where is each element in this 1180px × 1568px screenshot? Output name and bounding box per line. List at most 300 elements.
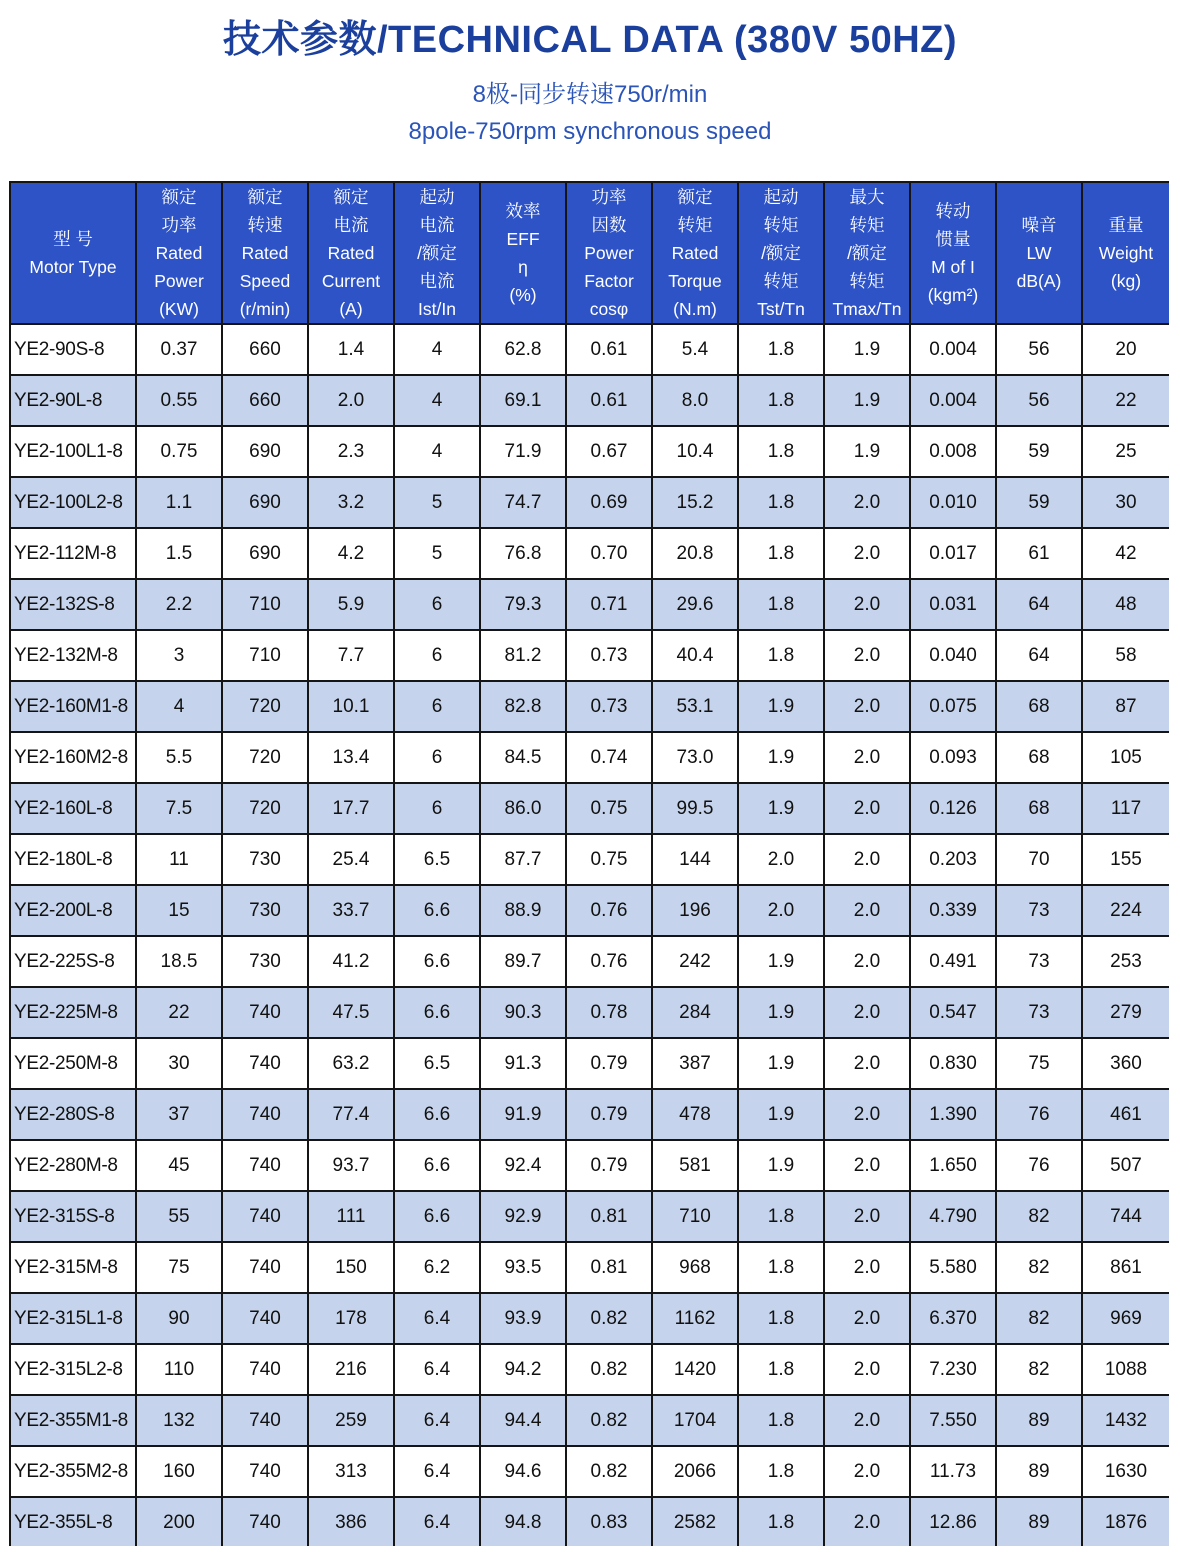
table-cell: 0.55 [136, 375, 222, 426]
table-cell: 1.8 [738, 1344, 824, 1395]
motor-type-cell: YE2-315L2-8 [10, 1344, 136, 1395]
column-header-line: (kg) [1110, 271, 1142, 291]
column-header [910, 182, 996, 324]
table-cell: 76.8 [480, 528, 566, 579]
column-header-line: Factor [584, 271, 634, 291]
table-cell: 1.9 [738, 732, 824, 783]
column-header [222, 182, 308, 324]
table-cell: 1630 [1082, 1446, 1169, 1497]
table-row [10, 1446, 1169, 1497]
table-cell: 0.37 [136, 324, 222, 375]
table-cell: 6 [394, 681, 480, 732]
table-cell: 0.73 [566, 630, 652, 681]
column-header-line: cosφ [589, 299, 629, 319]
motor-type-cell: YE2-315S-8 [10, 1191, 136, 1242]
table-cell: 0.75 [566, 783, 652, 834]
table-cell: 4 [394, 426, 480, 477]
table-cell: 1.8 [738, 1497, 824, 1546]
table-cell: 0.79 [566, 1140, 652, 1191]
table-cell: 2066 [652, 1446, 738, 1497]
table-cell: 386 [308, 1497, 394, 1546]
table-cell: 6 [394, 783, 480, 834]
table-cell: 0.031 [910, 579, 996, 630]
table-cell: 25 [1082, 426, 1169, 477]
table-cell: 581 [652, 1140, 738, 1191]
table-cell: 1.9 [738, 987, 824, 1038]
column-header [308, 182, 394, 324]
motor-type-cell: YE2-112M-8 [10, 528, 136, 579]
table-cell: 1.390 [910, 1089, 996, 1140]
column-header-line: 转矩 [763, 215, 799, 235]
table-cell: 2.0 [824, 477, 910, 528]
table-cell: 1.650 [910, 1140, 996, 1191]
table-cell: 1420 [652, 1344, 738, 1395]
table-cell: 110 [136, 1344, 222, 1395]
table-cell: 94.6 [480, 1446, 566, 1497]
column-header-line: 电流 [419, 271, 455, 291]
table-cell: 740 [222, 1038, 308, 1089]
table-cell: 0.76 [566, 885, 652, 936]
motor-type-cell: YE2-160M1-8 [10, 681, 136, 732]
table-cell: 86.0 [480, 783, 566, 834]
table-row [10, 528, 1169, 579]
table-cell: 10.1 [308, 681, 394, 732]
table-cell: 70 [996, 834, 1082, 885]
column-header [824, 182, 910, 324]
table-cell: 81.2 [480, 630, 566, 681]
table-cell: 150 [308, 1242, 394, 1293]
motor-type-cell: YE2-315L1-8 [10, 1293, 136, 1344]
motor-type-cell: YE2-132M-8 [10, 630, 136, 681]
table-cell: 710 [222, 579, 308, 630]
table-cell: 0.70 [566, 528, 652, 579]
table-cell: 17.7 [308, 783, 394, 834]
column-header [996, 182, 1082, 324]
column-header-line: dB(A) [1016, 271, 1062, 291]
table-cell: 2.0 [308, 375, 394, 426]
column-header-line: Rated [327, 243, 375, 263]
technical-data-table [9, 181, 1169, 1546]
table-row [10, 1344, 1169, 1395]
table-cell: 94.2 [480, 1344, 566, 1395]
column-header-line: Tmax/Tn [832, 299, 902, 319]
table-cell: 53.1 [652, 681, 738, 732]
table-cell: 2.0 [824, 1140, 910, 1191]
table-cell: 0.093 [910, 732, 996, 783]
table-cell: 1.9 [824, 375, 910, 426]
column-header [136, 182, 222, 324]
table-cell: 10.4 [652, 426, 738, 477]
table-cell: 478 [652, 1089, 738, 1140]
column-header-line: 额定 [161, 187, 197, 207]
table-cell: 73 [996, 936, 1082, 987]
table-cell: 91.3 [480, 1038, 566, 1089]
table-cell: 2.0 [824, 1344, 910, 1395]
table-cell: 2.0 [824, 528, 910, 579]
motor-type-cell: YE2-100L2-8 [10, 477, 136, 528]
column-header-line: 因数 [591, 215, 627, 235]
table-cell: 18.5 [136, 936, 222, 987]
table-cell: 6.2 [394, 1242, 480, 1293]
table-cell: 82 [996, 1191, 1082, 1242]
table-cell: 93.9 [480, 1293, 566, 1344]
table-cell: 73 [996, 885, 1082, 936]
motor-type-cell: YE2-280M-8 [10, 1140, 136, 1191]
table-cell: 1.8 [738, 579, 824, 630]
table-cell: 690 [222, 477, 308, 528]
motor-type-cell: YE2-160M2-8 [10, 732, 136, 783]
table-row [10, 936, 1169, 987]
column-header-line: 转矩 [677, 215, 713, 235]
table-cell: 6.6 [394, 1140, 480, 1191]
table-cell: 1.8 [738, 1446, 824, 1497]
table-cell: 259 [308, 1395, 394, 1446]
table-cell: 94.4 [480, 1395, 566, 1446]
table-cell: 15 [136, 885, 222, 936]
table-cell: 1.9 [738, 681, 824, 732]
table-cell: 6.4 [394, 1293, 480, 1344]
table-cell: 6.370 [910, 1293, 996, 1344]
table-cell: 2.0 [824, 936, 910, 987]
table-cell: 0.78 [566, 987, 652, 1038]
table-cell: 6.4 [394, 1497, 480, 1546]
table-cell: 6.4 [394, 1446, 480, 1497]
table-cell: 2.0 [824, 1191, 910, 1242]
table-cell: 73 [996, 987, 1082, 1038]
column-header-line: 惯量 [935, 229, 971, 249]
table-cell: 12.86 [910, 1497, 996, 1546]
table-cell: 93.5 [480, 1242, 566, 1293]
motor-type-cell: YE2-132S-8 [10, 579, 136, 630]
table-cell: 2.0 [824, 885, 910, 936]
table-cell: 2.0 [824, 1038, 910, 1089]
column-header-line: LW [1026, 243, 1052, 263]
table-cell: 93.7 [308, 1140, 394, 1191]
column-header-line: Tst/Tn [757, 299, 805, 319]
table-cell: 1.8 [738, 1191, 824, 1242]
table-cell: 360 [1082, 1038, 1169, 1089]
column-header-line: (kgm²) [927, 285, 979, 305]
table-cell: 2.0 [824, 732, 910, 783]
table-cell: 62.8 [480, 324, 566, 375]
table-cell: 2.0 [824, 1497, 910, 1546]
table-cell: 0.126 [910, 783, 996, 834]
table-cell: 11 [136, 834, 222, 885]
table-cell: 0.203 [910, 834, 996, 885]
table-cell: 82 [996, 1242, 1082, 1293]
motor-type-cell: YE2-225M-8 [10, 987, 136, 1038]
table-cell: 4.790 [910, 1191, 996, 1242]
table-cell: 5 [394, 477, 480, 528]
column-header-line: Rated [671, 243, 719, 263]
table-cell: 30 [136, 1038, 222, 1089]
table-row [10, 885, 1169, 936]
column-header-line: 转动 [935, 201, 971, 221]
table-cell: 0.491 [910, 936, 996, 987]
table-cell: 690 [222, 426, 308, 477]
table-cell: 1.9 [738, 1089, 824, 1140]
table-cell: 58 [1082, 630, 1169, 681]
column-header-line: Rated [241, 243, 289, 263]
table-row [10, 732, 1169, 783]
table-cell: 94.8 [480, 1497, 566, 1546]
table-cell: 968 [652, 1242, 738, 1293]
table-cell: 75 [996, 1038, 1082, 1089]
motor-type-cell: YE2-90L-8 [10, 375, 136, 426]
table-cell: 0.83 [566, 1497, 652, 1546]
table-cell: 0.79 [566, 1038, 652, 1089]
table-cell: 111 [308, 1191, 394, 1242]
table-header-row [10, 182, 1169, 324]
table-cell: 87.7 [480, 834, 566, 885]
table-cell: 0.547 [910, 987, 996, 1038]
table-body [10, 324, 1169, 1546]
table-cell: 56 [996, 375, 1082, 426]
motor-type-cell: YE2-160L-8 [10, 783, 136, 834]
column-header-line: 功率 [591, 187, 627, 207]
table-cell: 0.61 [566, 324, 652, 375]
table-cell: 710 [652, 1191, 738, 1242]
table-cell: 7.5 [136, 783, 222, 834]
table-cell: 1.1 [136, 477, 222, 528]
column-header-line: (N.m) [673, 299, 717, 319]
table-cell: 11.73 [910, 1446, 996, 1497]
table-cell: 6.6 [394, 936, 480, 987]
table-cell: 89 [996, 1446, 1082, 1497]
table-cell: 90.3 [480, 987, 566, 1038]
column-header-line: Torque [668, 271, 722, 291]
table-cell: 461 [1082, 1089, 1169, 1140]
table-cell: 0.61 [566, 375, 652, 426]
column-header-line: (r/min) [239, 299, 291, 319]
table-cell: 63.2 [308, 1038, 394, 1089]
table-cell: 2.0 [824, 1395, 910, 1446]
table-cell: 92.9 [480, 1191, 566, 1242]
motor-type-cell: YE2-250M-8 [10, 1038, 136, 1089]
table-cell: 730 [222, 885, 308, 936]
table-cell: 4.2 [308, 528, 394, 579]
column-header-line: (KW) [159, 299, 199, 319]
column-header [394, 182, 480, 324]
column-header-line: /额定 [761, 243, 801, 263]
table-cell: 29.6 [652, 579, 738, 630]
table-cell: 2.0 [824, 630, 910, 681]
table-cell: 0.82 [566, 1293, 652, 1344]
table-cell: 740 [222, 1344, 308, 1395]
table-cell: 5.9 [308, 579, 394, 630]
table-cell: 0.74 [566, 732, 652, 783]
table-cell: 1.8 [738, 1293, 824, 1344]
table-cell: 76 [996, 1140, 1082, 1191]
table-cell: 105 [1082, 732, 1169, 783]
column-header-line: Ist/In [418, 299, 456, 319]
table-cell: 5 [394, 528, 480, 579]
technical-data-table-container [9, 181, 1169, 1546]
motor-type-cell: YE2-315M-8 [10, 1242, 136, 1293]
table-cell: 2.0 [738, 885, 824, 936]
table-cell: 3 [136, 630, 222, 681]
motor-type-cell: YE2-90S-8 [10, 324, 136, 375]
table-cell: 1.8 [738, 1242, 824, 1293]
table-cell: 0.004 [910, 375, 996, 426]
table-cell: 22 [1082, 375, 1169, 426]
table-row [10, 1242, 1169, 1293]
table-cell: 3.2 [308, 477, 394, 528]
table-row [10, 1140, 1169, 1191]
table-cell: 77.4 [308, 1089, 394, 1140]
table-cell: 89 [996, 1497, 1082, 1546]
table-cell: 5.5 [136, 732, 222, 783]
table-cell: 1.8 [738, 528, 824, 579]
table-row [10, 426, 1169, 477]
column-header-line: 型 号 [53, 229, 93, 249]
table-cell: 861 [1082, 1242, 1169, 1293]
table-cell: 48 [1082, 579, 1169, 630]
table-cell: 720 [222, 681, 308, 732]
table-cell: 178 [308, 1293, 394, 1344]
table-cell: 6.5 [394, 834, 480, 885]
table-cell: 1.9 [738, 783, 824, 834]
table-cell: 1704 [652, 1395, 738, 1446]
table-cell: 1088 [1082, 1344, 1169, 1395]
table-cell: 1.9 [738, 1140, 824, 1191]
table-cell: 660 [222, 375, 308, 426]
table-cell: 2.0 [824, 579, 910, 630]
table-cell: 740 [222, 1446, 308, 1497]
table-row [10, 375, 1169, 426]
table-cell: 1876 [1082, 1497, 1169, 1546]
column-header [1082, 182, 1169, 324]
table-cell: 47.5 [308, 987, 394, 1038]
table-cell: 2.0 [824, 1089, 910, 1140]
table-row [10, 1497, 1169, 1546]
table-cell: 313 [308, 1446, 394, 1497]
table-cell: 20.8 [652, 528, 738, 579]
table-cell: 0.79 [566, 1089, 652, 1140]
table-cell: 1.9 [738, 936, 824, 987]
table-cell: 242 [652, 936, 738, 987]
table-cell: 40.4 [652, 630, 738, 681]
table-cell: 2.2 [136, 579, 222, 630]
table-cell: 1.8 [738, 1395, 824, 1446]
table-cell: 0.71 [566, 579, 652, 630]
column-header-line: 额定 [677, 187, 713, 207]
table-cell: 2.0 [824, 987, 910, 1038]
column-header-line: 最大 [849, 187, 885, 207]
table-cell: 2.0 [824, 834, 910, 885]
table-cell: 6.6 [394, 1089, 480, 1140]
column-header-line: 起动 [419, 187, 455, 207]
table-cell: 1432 [1082, 1395, 1169, 1446]
table-row [10, 1293, 1169, 1344]
table-cell: 744 [1082, 1191, 1169, 1242]
table-cell: 0.008 [910, 426, 996, 477]
table-cell: 0.339 [910, 885, 996, 936]
table-cell: 6.6 [394, 987, 480, 1038]
table-cell: 1.9 [824, 426, 910, 477]
motor-type-cell: YE2-355L-8 [10, 1497, 136, 1546]
table-row [10, 1089, 1169, 1140]
table-cell: 224 [1082, 885, 1169, 936]
table-cell: 8.0 [652, 375, 738, 426]
table-cell: 1.4 [308, 324, 394, 375]
table-cell: 740 [222, 1242, 308, 1293]
table-cell: 710 [222, 630, 308, 681]
table-cell: 91.9 [480, 1089, 566, 1140]
table-cell: 87 [1082, 681, 1169, 732]
table-cell: 1.8 [738, 426, 824, 477]
table-cell: 71.9 [480, 426, 566, 477]
table-cell: 22 [136, 987, 222, 1038]
table-cell: 2.0 [824, 1242, 910, 1293]
table-cell: 6 [394, 732, 480, 783]
table-cell: 25.4 [308, 834, 394, 885]
table-cell: 82 [996, 1293, 1082, 1344]
table-cell: 740 [222, 987, 308, 1038]
table-row [10, 630, 1169, 681]
table-cell: 73.0 [652, 732, 738, 783]
table-cell: 13.4 [308, 732, 394, 783]
table-cell: 387 [652, 1038, 738, 1089]
table-cell: 6 [394, 579, 480, 630]
table-cell: 1.8 [738, 477, 824, 528]
table-row [10, 987, 1169, 1038]
column-header-line: 重量 [1108, 215, 1144, 235]
column-header [566, 182, 652, 324]
column-header-line: Weight [1098, 243, 1154, 263]
table-cell: 6.4 [394, 1344, 480, 1395]
table-cell: 507 [1082, 1140, 1169, 1191]
table-cell: 2582 [652, 1497, 738, 1546]
column-header-line: 额定 [333, 187, 369, 207]
table-cell: 0.73 [566, 681, 652, 732]
table-cell: 1.8 [738, 324, 824, 375]
column-header-line: Speed [239, 271, 291, 291]
table-cell: 82 [996, 1344, 1082, 1395]
motor-type-cell: YE2-100L1-8 [10, 426, 136, 477]
table-cell: 6.5 [394, 1038, 480, 1089]
column-header-line: (%) [509, 285, 537, 305]
motor-type-cell: YE2-180L-8 [10, 834, 136, 885]
column-header-line: 转矩 [849, 271, 885, 291]
column-header-line: (A) [339, 299, 363, 319]
table-cell: 68 [996, 681, 1082, 732]
table-cell: 68 [996, 732, 1082, 783]
table-cell: 74.7 [480, 477, 566, 528]
table-cell: 144 [652, 834, 738, 885]
table-cell: 1.9 [824, 324, 910, 375]
column-header-line: M of I [931, 257, 975, 277]
table-cell: 0.81 [566, 1191, 652, 1242]
table-cell: 660 [222, 324, 308, 375]
table-cell: 1.9 [738, 1038, 824, 1089]
table-cell: 740 [222, 1191, 308, 1242]
table-cell: 0.81 [566, 1242, 652, 1293]
table-cell: 730 [222, 834, 308, 885]
table-cell: 117 [1082, 783, 1169, 834]
table-row [10, 783, 1169, 834]
table-cell: 0.76 [566, 936, 652, 987]
table-cell: 7.230 [910, 1344, 996, 1395]
table-cell: 216 [308, 1344, 394, 1395]
table-cell: 30 [1082, 477, 1169, 528]
table-cell: 88.9 [480, 885, 566, 936]
table-cell: 690 [222, 528, 308, 579]
table-cell: 1.8 [738, 630, 824, 681]
table-cell: 5.4 [652, 324, 738, 375]
table-cell: 15.2 [652, 477, 738, 528]
table-cell: 6.6 [394, 1191, 480, 1242]
